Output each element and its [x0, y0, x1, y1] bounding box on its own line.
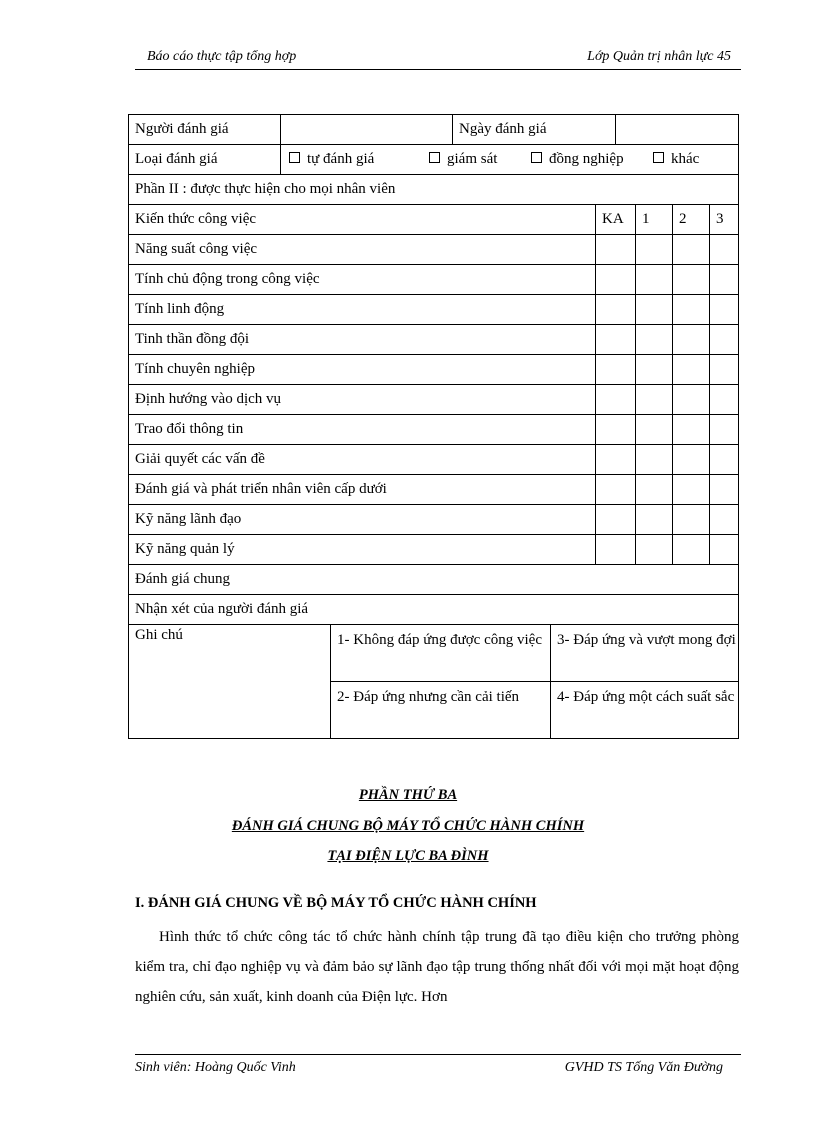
scale-1: 1	[636, 205, 673, 235]
section-heading: I. ĐÁNH GIÁ CHUNG VỀ BỘ MÁY TỔ CHỨC HÀNH CHÍNH	[135, 895, 537, 911]
rating-cell-2[interactable]	[673, 385, 710, 415]
type-row	[129, 145, 739, 175]
legend-item-1: 1- Không đáp ứng được công việc	[331, 625, 551, 682]
criteria-row	[129, 265, 739, 295]
criteria-row	[129, 235, 739, 265]
comments-label: Nhận xét của người đánh giá	[129, 595, 739, 625]
criteria-label: Định hướng vào dịch vụ	[129, 385, 596, 415]
comments-row	[129, 595, 739, 625]
rating-cell-2[interactable]	[673, 325, 710, 355]
rating-cell-3[interactable]	[710, 475, 739, 505]
rating-cell-3[interactable]	[710, 325, 739, 355]
criteria-row	[129, 415, 739, 445]
date-field[interactable]	[616, 115, 739, 145]
rating-cell-ka[interactable]	[596, 475, 636, 505]
criteria-row	[129, 325, 739, 355]
rating-cell-1[interactable]	[636, 385, 673, 415]
rating-cell-2[interactable]	[673, 235, 710, 265]
scale-2: 2	[673, 205, 710, 235]
rating-cell-ka[interactable]	[596, 535, 636, 565]
criteria-label: Kỹ năng lãnh đạo	[129, 505, 596, 535]
checkbox-icon	[653, 152, 664, 163]
rating-cell-2[interactable]	[673, 535, 710, 565]
rating-cell-3[interactable]	[710, 385, 739, 415]
criteria-row	[129, 295, 739, 325]
rating-cell-2[interactable]	[673, 475, 710, 505]
rating-cell-2[interactable]	[673, 355, 710, 385]
assessor-label: Người đánh giá	[129, 115, 281, 145]
checkbox-icon	[289, 152, 300, 163]
part-label: Phần II : được thực hiện cho mọi nhân viên	[129, 175, 739, 205]
rating-cell-1[interactable]	[636, 295, 673, 325]
footer-student: Sinh viên: Hoàng Quốc Vinh	[135, 1060, 296, 1075]
criteria-label: Trao đổi thông tin	[129, 415, 596, 445]
checkbox-icon	[531, 152, 542, 163]
type-option-peer[interactable]: đồng nghiệp	[531, 151, 653, 168]
overall-label: Đánh giá chung	[129, 565, 739, 595]
rating-cell-3[interactable]	[710, 265, 739, 295]
type-option-other[interactable]: khác	[653, 151, 699, 168]
assessor-field[interactable]	[281, 115, 453, 145]
checkbox-icon	[429, 152, 440, 163]
rating-cell-ka[interactable]	[596, 235, 636, 265]
type-option-self[interactable]: tự đánh giá	[289, 151, 429, 168]
criteria-row	[129, 385, 739, 415]
rating-cell-3[interactable]	[710, 415, 739, 445]
criteria-label: Tính chủ động trong công việc	[129, 265, 596, 295]
rating-cell-ka[interactable]	[596, 385, 636, 415]
rating-cell-1[interactable]	[636, 265, 673, 295]
rating-cell-3[interactable]	[710, 535, 739, 565]
criteria-label: Tính linh động	[129, 295, 596, 325]
rating-cell-3[interactable]	[710, 445, 739, 475]
rating-cell-ka[interactable]	[596, 325, 636, 355]
rating-cell-1[interactable]	[636, 445, 673, 475]
rating-cell-2[interactable]	[673, 415, 710, 445]
criteria-header: Kiến thức công việc	[129, 205, 596, 235]
section-title-line-2: TẠI ĐIỆN LỰC BA ĐÌNH	[327, 848, 489, 864]
legend-item-2: 2- Đáp ứng nhưng cần cải tiến	[331, 682, 551, 739]
rating-cell-1[interactable]	[636, 235, 673, 265]
rating-cell-ka[interactable]	[596, 415, 636, 445]
rating-cell-1[interactable]	[636, 535, 673, 565]
rating-cell-1[interactable]	[636, 355, 673, 385]
legend-row-1	[129, 625, 739, 682]
criteria-row	[129, 535, 739, 565]
body-paragraph: Hình thức tổ chức công tác tổ chức hành chính tập trung đã tạo điều kiện cho trưởng phòng kiểm tra, chỉ đạo nghiệp vụ và đảm bảo sự lãnh đạo tập trung thống nhất đối với mọi mặt hoạt động nghiên cứu, sản xuất, kinh doanh của Điện lực. Hơn	[135, 929, 739, 1005]
type-option-supervisor[interactable]: giám sát	[429, 151, 531, 168]
header-class-name: Lớp Quản trị nhân lực 45	[587, 49, 731, 64]
rating-cell-ka[interactable]	[596, 265, 636, 295]
rating-cell-2[interactable]	[673, 505, 710, 535]
rating-cell-ka[interactable]	[596, 505, 636, 535]
rating-cell-1[interactable]	[636, 415, 673, 445]
criteria-label: Giải quyết các vấn đề	[129, 445, 596, 475]
page-header	[135, 49, 741, 70]
rating-cell-ka[interactable]	[596, 445, 636, 475]
footer-supervisor: GVHD TS Tống Văn Đường	[564, 1060, 723, 1075]
criteria-row	[129, 505, 739, 535]
rating-cell-ka[interactable]	[596, 355, 636, 385]
assessor-row	[129, 115, 739, 145]
criteria-label: Năng suất công việc	[129, 235, 596, 265]
part-title: PHẦN THỨ BA	[358, 787, 458, 803]
criteria-rows	[129, 235, 739, 565]
header-report-title: Báo cáo thực tập tổng hợp	[147, 49, 297, 64]
type-options	[281, 145, 739, 175]
legend-item-4: 4- Đáp ứng một cách suất sắc	[551, 682, 739, 739]
rating-cell-2[interactable]	[673, 265, 710, 295]
evaluation-form-table	[128, 114, 739, 739]
scale-3: 3	[710, 205, 739, 235]
criteria-label: Tính chuyên nghiệp	[129, 355, 596, 385]
rating-cell-3[interactable]	[710, 235, 739, 265]
date-label: Ngày đánh giá	[453, 115, 616, 145]
scale-ka: KA	[596, 205, 636, 235]
legend-item-3: 3- Đáp ứng và vượt mong đợi	[551, 625, 739, 682]
part-row	[129, 175, 739, 205]
type-label: Loại đánh giá	[129, 145, 281, 175]
criteria-label: Đánh giá và phát triển nhân viên cấp dưới	[129, 475, 596, 505]
rating-cell-3[interactable]	[710, 355, 739, 385]
rating-cell-ka[interactable]	[596, 295, 636, 325]
criteria-label: Kỹ năng quản lý	[129, 535, 596, 565]
page-footer	[135, 1054, 741, 1075]
rating-cell-3[interactable]	[710, 505, 739, 535]
criteria-row	[129, 475, 739, 505]
criteria-label: Tinh thần đồng đội	[129, 325, 596, 355]
rating-cell-1[interactable]	[636, 505, 673, 535]
rating-cell-1[interactable]	[636, 325, 673, 355]
criteria-header-row	[129, 205, 739, 235]
rating-cell-2[interactable]	[673, 295, 710, 325]
rating-cell-1[interactable]	[636, 475, 673, 505]
criteria-row	[129, 355, 739, 385]
overall-row	[129, 565, 739, 595]
rating-cell-3[interactable]	[710, 295, 739, 325]
rating-cell-2[interactable]	[673, 445, 710, 475]
section-title-line-1: ĐÁNH GIÁ CHUNG BỘ MÁY TỔ CHỨC HÀNH CHÍNH	[231, 818, 585, 834]
criteria-row	[129, 445, 739, 475]
notes-label: Ghi chú	[129, 625, 331, 739]
